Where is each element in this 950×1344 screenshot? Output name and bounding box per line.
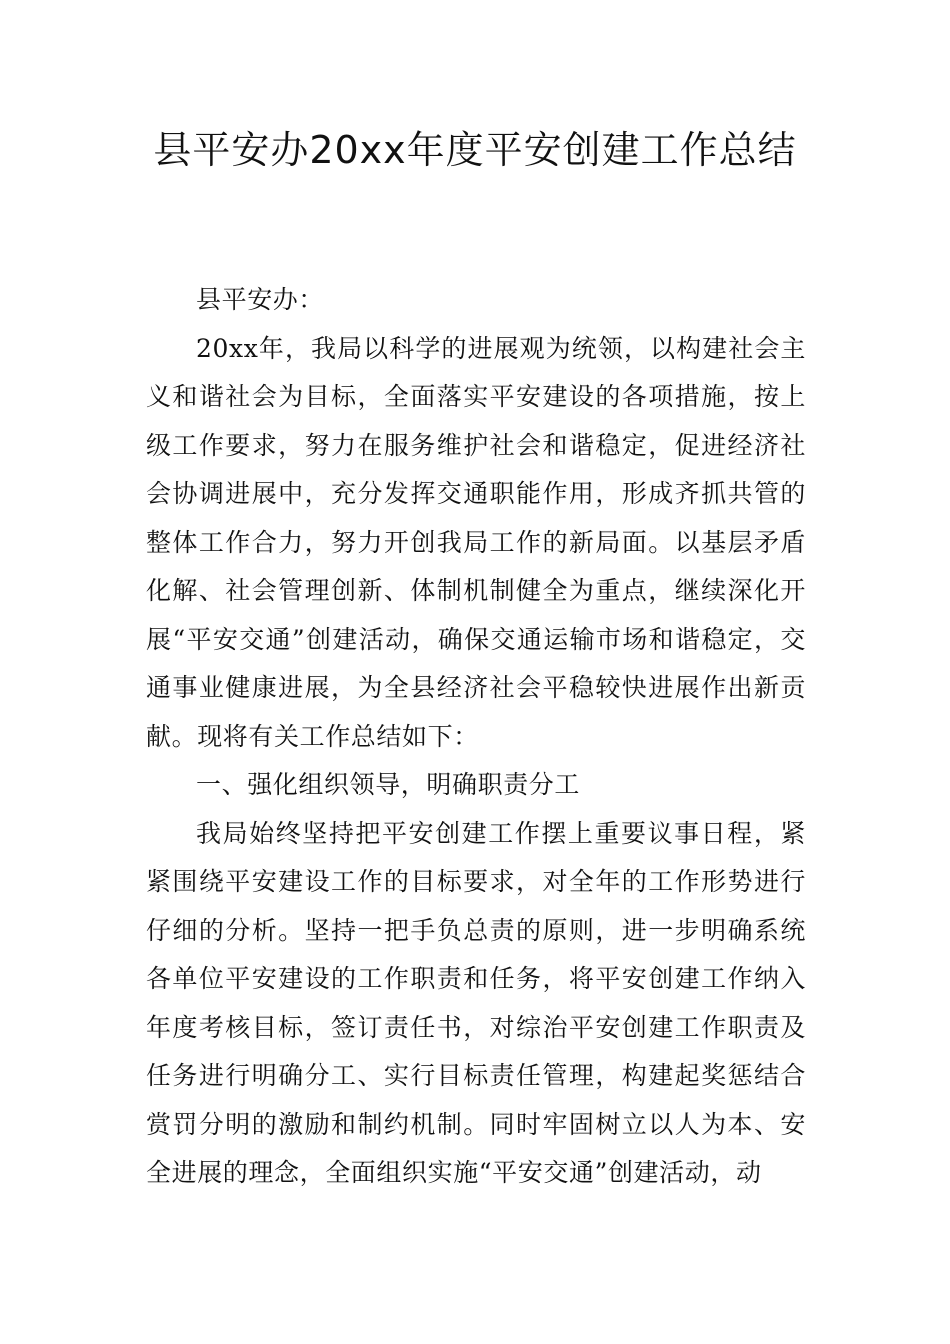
section-heading-1: 一、强化组织领导，明确职责分工 [196,770,581,799]
paragraph-section-1: 我局始终坚持把平安创建工作摆上重要议事日程，紧紧围绕平安建设工作的目标要求，对全年的工作形势进行仔细的分析。坚持一把手负总责的原则，进一步明确系统各单位平安建设的工作职责和任务，将平安创建工作纳入年度考核目标，签订责任书，对综治平安创建工作职责及任务进行明确分工、实行目标责任管理，构建起奖惩结合赏罚分明的激励和制约机制。同时牢固树立以人为本、安全进展的理念，全面组织实施“平安交通”创建活动，动 [146,818,806,1187]
paragraph-intro: 20xx年，我局以科学的进展观为统领，以构建社会主义和谐社会为目标，全面落实平安建设的各项措施，按上级工作要求，努力在服务维护社会和谐稳定，促进经济社会协调进展中，充分发挥交通职能作用，形成齐抓共管的整体工作合力，努力开创我局工作的新局面。以基层矛盾化解、社会管理创新、体制机制健全为重点，继续深化开展“平安交通”创建活动，确保交通运输市场和谐稳定，交通事业健康进展，为全县经济社会平稳较快进展作出新贡献。现将有关工作总结如下： [146,333,806,751]
document-body [146,276,806,1198]
salutation: 县平安办： [196,285,325,314]
document-title: 县平安办20xx年度平安创建工作总结 [153,128,797,172]
